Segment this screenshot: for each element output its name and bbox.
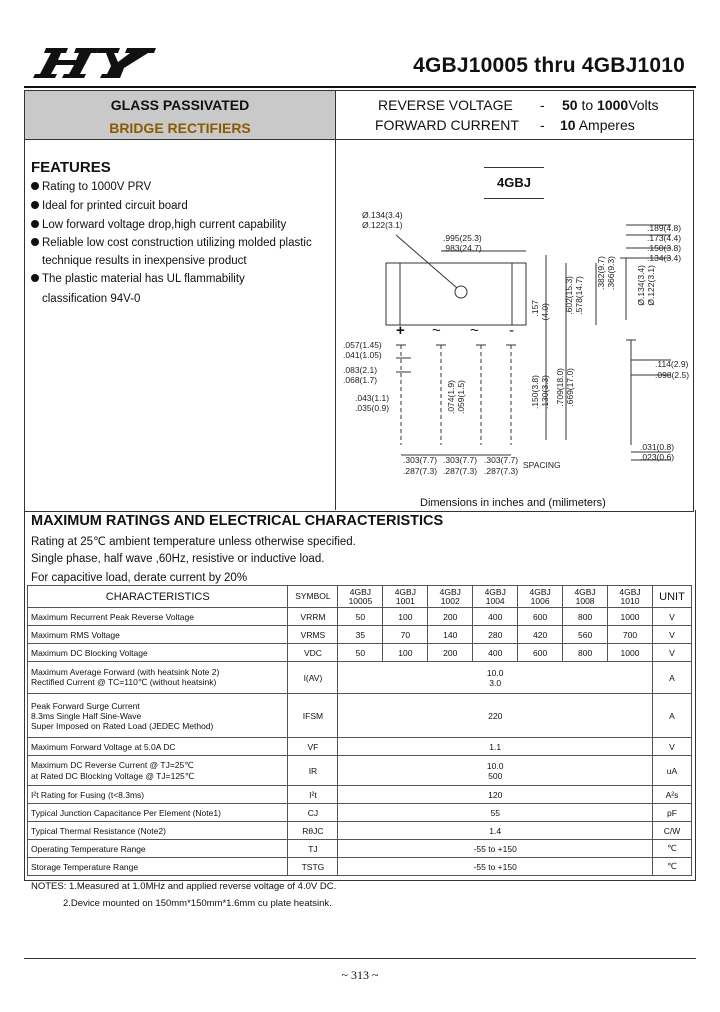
dim-spacing-3b: .287(7.3): [484, 466, 519, 476]
dim-hole-b: Ø.122(3.1): [362, 220, 403, 230]
table-row: [28, 840, 692, 858]
dim-height-a: .602(15.3): [564, 276, 574, 315]
row-symbol: VDC: [288, 644, 338, 662]
table-row: [28, 608, 692, 626]
row-unit: V: [652, 738, 691, 756]
cell: 70: [383, 626, 428, 644]
feature-item: Ideal for printed circuit board: [31, 200, 188, 212]
row-symbol: VRRM: [288, 608, 338, 626]
rv-unit: Volts: [628, 97, 659, 113]
row-label: I²t Rating for Fusing (t<8.3ms): [28, 786, 288, 804]
dim-spacing-3a: .303(7.7): [484, 455, 519, 465]
cell: 10.0 500: [338, 756, 653, 786]
row-unit: A²s: [652, 786, 691, 804]
dim-spacing-1b: .287(7.3): [403, 466, 438, 476]
row-label: Maximum DC Blocking Voltage: [28, 644, 288, 662]
row-unit: A: [652, 662, 691, 694]
cell: 560: [563, 626, 608, 644]
cell: 420: [518, 626, 563, 644]
cell: 400: [473, 644, 518, 662]
dim-pin-2a: .150(3.8): [530, 375, 540, 410]
row-unit: pF: [652, 804, 691, 822]
forward-current-dash: -: [540, 117, 545, 133]
dim-pin-2b: .130(3.3): [540, 375, 550, 410]
part-number-range: 4GBJ10005 thru 4GBJ1010: [413, 54, 685, 77]
ratings-condition-1: Rating at 25℃ ambient temperature unless otherwise specified.: [31, 536, 356, 548]
row-label: Typical Thermal Resistance (Note2): [28, 822, 288, 840]
product-title-line1: GLASS PASSIVATED: [110, 97, 250, 113]
dim-s-a: .157: [530, 300, 540, 317]
page-number: ~ 313 ~: [341, 968, 379, 982]
dim-spacing-1a: .303(7.7): [403, 455, 438, 465]
table-row: [28, 804, 692, 822]
dim-lead-2b: .068(1.7): [343, 375, 378, 385]
dim-height-b: .578(14.7): [574, 276, 584, 315]
row-label: Maximum DC Reverse Current @ TJ=25℃ at Rated DC Blocking Voltage @ TJ=125℃: [28, 756, 288, 786]
row-symbol: RθJC: [288, 822, 338, 840]
header-model: 4GBJ 1010: [608, 586, 653, 608]
divider: [335, 90, 336, 140]
dim-pin-1b: .059(1.5): [456, 380, 466, 415]
row-label: Maximum Recurrent Peak Reverse Voltage: [28, 608, 288, 626]
row-unit: uA: [652, 756, 691, 786]
cell: 600: [518, 644, 563, 662]
row-unit: ℃: [652, 858, 691, 876]
dim-tab-2a: .031(0.8): [640, 442, 675, 452]
row-label: Typical Junction Capacitance Per Element (Note1): [28, 804, 288, 822]
cell: 1000: [608, 644, 653, 662]
divider: [24, 139, 694, 140]
dim-pin-3a: .709(18.0): [555, 368, 565, 407]
feature-item: Reliable low cost construction utilizing molded plastic: [31, 237, 312, 249]
forward-current-label: FORWARD CURRENT: [375, 117, 519, 133]
ratings-title: MAXIMUM RATINGS AND ELECTRICAL CHARACTERISTICS: [31, 513, 444, 529]
features-title: FEATURES: [31, 159, 111, 176]
table-row: [28, 626, 692, 644]
row-unit: A: [652, 694, 691, 738]
cell: 400: [473, 608, 518, 626]
cell: 100: [383, 644, 428, 662]
package-name: 4GBJ: [484, 167, 544, 199]
dim-right-2b: .134(3.4): [647, 253, 682, 263]
package-outline-drawing: [336, 200, 692, 490]
cell: 10.0 3.0: [338, 662, 653, 694]
dim-pin-3b: .669(17.0): [565, 368, 575, 407]
cell: 220: [338, 694, 653, 738]
table-header-row: [28, 586, 692, 608]
header-symbol: SYMBOL: [288, 586, 338, 608]
reverse-voltage-label: REVERSE VOLTAGE: [378, 97, 513, 113]
dim-v-b: .366(9.3): [606, 256, 616, 291]
rv-min: 50: [562, 97, 578, 113]
cell: 200: [428, 644, 473, 662]
table-row: [28, 858, 692, 876]
dim-s-b: (4.0): [540, 303, 550, 321]
header-model: 4GBJ 1004: [473, 586, 518, 608]
table-row: [28, 738, 692, 756]
pin-plus: +: [396, 322, 405, 339]
row-symbol: I(AV): [288, 662, 338, 694]
row-label: Maximum Forward Voltage at 5.0A DC: [28, 738, 288, 756]
dim-lead-1a: .057(1.45): [343, 340, 382, 350]
row-symbol: VRMS: [288, 626, 338, 644]
row-symbol: IR: [288, 756, 338, 786]
header-model: 4GBJ 1002: [428, 586, 473, 608]
cell: -55 to +150: [338, 858, 653, 876]
cell: 800: [563, 644, 608, 662]
table-row: [28, 644, 692, 662]
table-row: [28, 822, 692, 840]
cell: 200: [428, 608, 473, 626]
bullet-icon: [31, 201, 39, 209]
row-symbol: TJ: [288, 840, 338, 858]
cell: 1000: [608, 608, 653, 626]
feature-item-cont: classification 94V-0: [42, 293, 141, 305]
row-label: Peak Forward Surge Current 8.3ms Single Half Sine-Wave Super Imposed on Rated Load (JEDEC Method): [28, 694, 288, 738]
header-rule: [24, 86, 696, 88]
cell: 35: [338, 626, 383, 644]
header-model: 4GBJ 1006: [518, 586, 563, 608]
row-unit: C/W: [652, 822, 691, 840]
table-row: [28, 694, 692, 738]
feature-item: The plastic material has UL flammability: [31, 273, 245, 285]
dim-lead-3a: .043(1.1): [355, 393, 390, 403]
ratings-condition-3: For capacitive load, derate current by 20%: [31, 572, 248, 584]
reverse-voltage-value: [562, 97, 659, 113]
dim-tab-1b: .098(2.5): [655, 370, 690, 380]
row-symbol: IFSM: [288, 694, 338, 738]
diagram-caption: Dimensions in inches and (milimeters): [420, 497, 606, 509]
feature-item: Low forward voltage drop,high current capability: [31, 219, 286, 231]
cell: 100: [383, 608, 428, 626]
row-unit: ℃: [652, 840, 691, 858]
dim-spacing-label: SPACING: [523, 460, 561, 470]
pin-minus: -: [509, 322, 514, 339]
dim-hole-a: Ø.134(3.4): [362, 210, 403, 220]
row-label: Maximum RMS Voltage: [28, 626, 288, 644]
note-2: 2.Device mounted on 150mm*150mm*1.6mm cu plate heatsink.: [63, 898, 332, 909]
dim-v-a: .382(9.7): [596, 256, 606, 291]
feature-item-cont: technique results in inexpensive product: [42, 255, 247, 267]
dim-width-b: .983(24.7): [443, 243, 482, 253]
pin-ac1: ~: [432, 322, 441, 339]
row-symbol: TSTG: [288, 858, 338, 876]
dim-lead-1b: .041(1.05): [343, 350, 382, 360]
pin-ac2: ~: [470, 322, 479, 339]
row-symbol: VF: [288, 738, 338, 756]
bullet-icon: [31, 182, 39, 190]
header-model: 4GBJ 1008: [563, 586, 608, 608]
feature-item: Rating to 1000V PRV: [31, 181, 151, 193]
characteristics-table: [27, 585, 692, 876]
cell: 55: [338, 804, 653, 822]
dim-tab-2b: .023(0.6): [640, 452, 675, 462]
header-model: 4GBJ 1001: [383, 586, 428, 608]
row-label: Maximum Average Forward (with heatsink Note 2) Rectified Current @ TC=110℃ (without heatsink): [28, 662, 288, 694]
dim-spacing-2b: .287(7.3): [443, 466, 478, 476]
dim-spacing-2a: .303(7.7): [443, 455, 478, 465]
cell: 120: [338, 786, 653, 804]
dim-right-1b: .173(4.4): [647, 233, 682, 243]
dim-width-a: .995(25.3): [443, 233, 482, 243]
product-title-line2: BRIDGE RECTIFIERS: [109, 120, 251, 136]
dim-pin-1a: .074(1.9): [446, 380, 456, 415]
reverse-voltage-dash: -: [540, 97, 545, 113]
bullet-icon: [31, 274, 39, 282]
dim-hole2-b: Ø.122(3.1): [646, 265, 656, 306]
cell: 50: [338, 644, 383, 662]
cell: 1.4: [338, 822, 653, 840]
cell: -55 to +150: [338, 840, 653, 858]
row-symbol: CJ: [288, 804, 338, 822]
table-row: [28, 786, 692, 804]
cell: 1.1: [338, 738, 653, 756]
dim-tab-1a: .114(2.9): [655, 359, 689, 369]
ratings-condition-2: Single phase, half wave ,60Hz, resistive or inductive load.: [31, 553, 325, 565]
dim-lead-2a: .083(2.1): [343, 365, 378, 375]
dim-right-1a: .189(4.8): [647, 223, 682, 233]
fc-unit: Amperes: [578, 117, 635, 133]
cell: 700: [608, 626, 653, 644]
fc-value: 10: [560, 117, 576, 133]
dim-right-2a: .150(3.8): [647, 243, 682, 253]
cell: 280: [473, 626, 518, 644]
row-symbol: I²t: [288, 786, 338, 804]
row-unit: V: [652, 626, 691, 644]
note-1: NOTES: 1.Measured at 1.0MHz and applied reverse voltage of 4.0V DC.: [31, 881, 337, 892]
dim-lead-3b: .035(0.9): [355, 403, 390, 413]
cell: 50: [338, 608, 383, 626]
forward-current-value: [560, 117, 635, 133]
cell: 140: [428, 626, 473, 644]
row-label: Storage Temperature Range: [28, 858, 288, 876]
bullet-icon: [31, 220, 39, 228]
table-row: [28, 662, 692, 694]
bullet-icon: [31, 238, 39, 246]
table-row: [28, 756, 692, 786]
footer-rule: [24, 958, 696, 959]
row-label: Operating Temperature Range: [28, 840, 288, 858]
rv-max: 1000: [597, 97, 629, 113]
cell: 800: [563, 608, 608, 626]
header-model: 4GBJ 10005: [338, 586, 383, 608]
header-unit: UNIT: [652, 586, 691, 608]
row-unit: V: [652, 644, 691, 662]
rv-to: to: [581, 97, 594, 113]
company-logo: [32, 40, 162, 80]
row-unit: V: [652, 608, 691, 626]
cell: 600: [518, 608, 563, 626]
header-characteristics: CHARACTERISTICS: [28, 586, 288, 608]
dim-hole2-a: Ø.134(3.4): [636, 265, 646, 306]
